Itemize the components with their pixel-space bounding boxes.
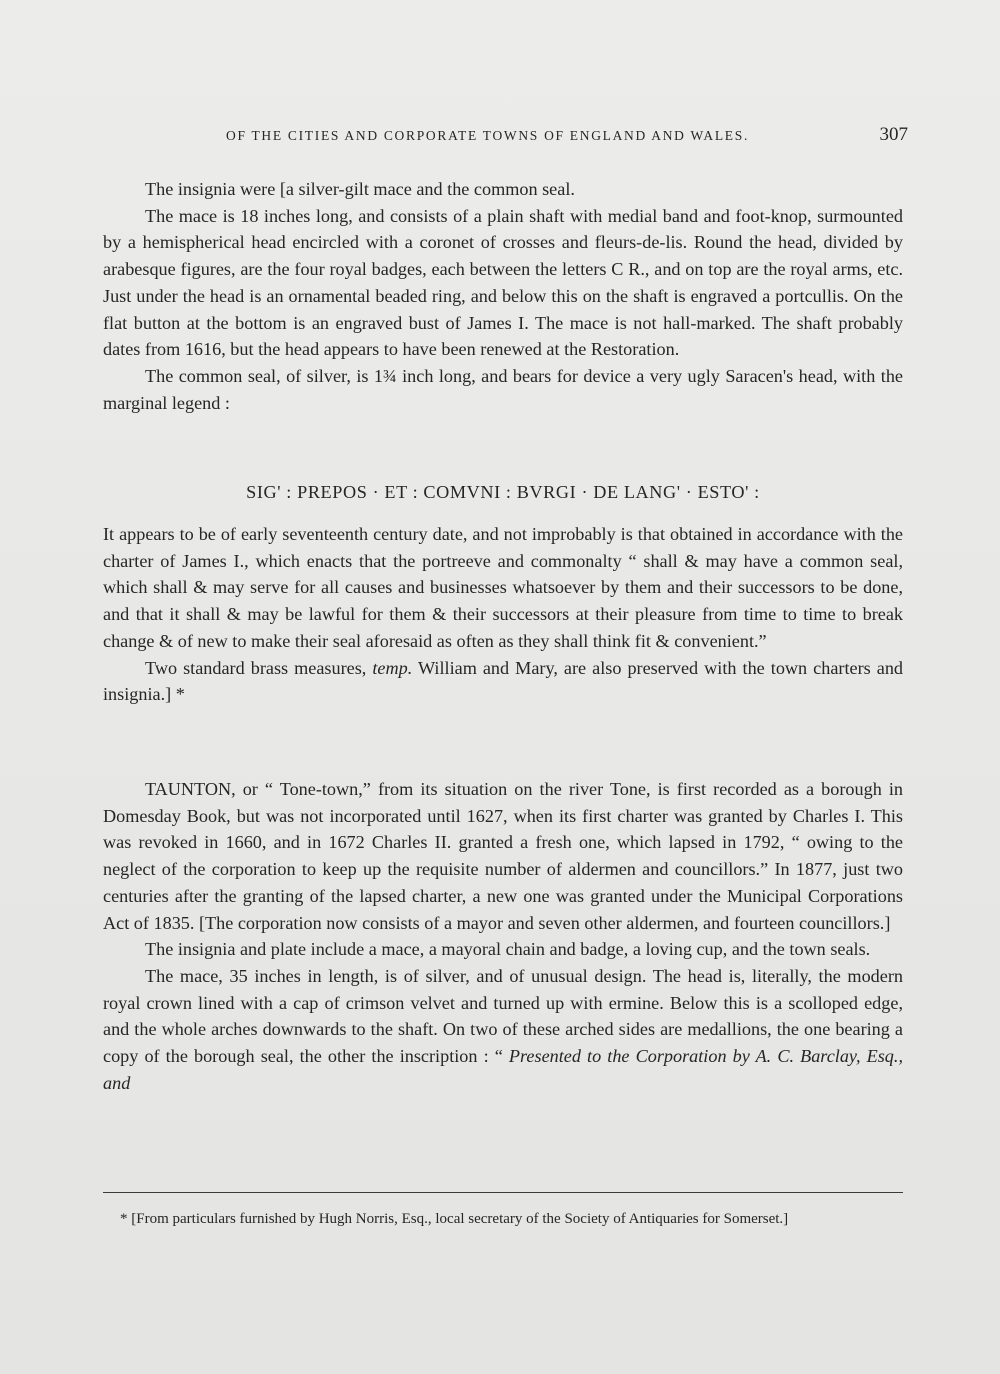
body-section-seal xyxy=(103,521,903,708)
body-section-taunton xyxy=(103,776,903,1096)
body-section-insignia xyxy=(103,176,903,416)
paragraph-text: The mace, 35 inches in length, is of silver, and of unusual design. The head is, literally, the modern royal crown lined with a cap of crimson velvet and turned up with ermine. Below this is a scolloped edge, and the whole arches downwards to the shaft. On two of these arched sides are medallions, the one bearing a copy of the borough seal, the other the inscription : “ xyxy=(103,965,903,1067)
paragraph: It appears to be of early seventeenth century date, and not improbably is that obtained in accordance with the charter of James I., which enacts that the portreeve and commonalty “ shall & may have a common seal, which shall & may serve for all causes and businesses whatsoever by them and their successors to be done, and that it shall & may be lawful for them & their successors at their pleasure from time to time to break change & of new to make their seal aforesaid as often as they shall think fit & convenient.” xyxy=(103,524,903,651)
paragraph: The insignia were [a silver-gilt mace and the common seal. xyxy=(145,179,575,199)
paragraph-text: Two standard brass measures, xyxy=(145,657,373,678)
running-head xyxy=(120,124,910,148)
italic-text: temp. xyxy=(372,657,413,678)
paragraph xyxy=(103,655,903,708)
paragraph: The insignia and plate include a mace, a mayoral chain and badge, a loving cup, and the town seals. xyxy=(145,939,871,960)
paragraph: The common seal, of silver, is 1¾ inch long, and bears for device a very ugly Saracen's head, with the marginal legend : xyxy=(103,365,903,413)
footnote xyxy=(100,1209,903,1230)
paragraph: TAUNTON, or “ Tone-town,” from its situation on the river Tone, is first recorded as a borough in Domesday Book, but was not incorporated until 1627, when its first charter was granted by Charles I. This was revoked in 1660, and in 1672 Charles II. granted a fresh one, which lapsed in 1792, “ owing to the neglect of the corporation to keep up the requisite number of aldermen and councillors.” In 1877, just two centuries after the granting of the lapsed charter, a new one was granted under the Municipal Corporations Act of 1835. [The corporation now consists of a mayor and seven other aldermen, and fourteen councillors.] xyxy=(103,779,903,933)
page-number: 307 xyxy=(879,124,908,145)
italic-text: Presented to the Corporation by A. C. Barclay, Esq., and xyxy=(103,1046,903,1093)
footnote-divider xyxy=(103,1192,903,1193)
paragraph: The mace is 18 inches long, and consists of a plain shaft with medial band and foot-knop, surmounted by a hemispherical head encircled with a coronet of crosses and fleurs-de-lis. Round the head, divided by arabesque figures, are the four royal badges, each between the letters C R., and on top are the royal arms, etc. Just under the head is an ornamental beaded ring, and below this on the shaft is engraved a portcullis. On the flat button at the bottom is an engraved bust of James I. The mace is not hall-marked. The shaft probably dates from 1616, but the head appears to have been renewed at the Restoration. xyxy=(103,205,903,360)
footnote-text: * [From particulars furnished by Hugh Norris, Esq., local secretary of the Society of Antiquaries for Somerset.] xyxy=(120,1211,789,1227)
paragraph xyxy=(103,963,903,1097)
running-title: OF THE CITIES AND CORPORATE TOWNS OF ENGLAND AND WALES. xyxy=(226,128,750,143)
seal-legend: SIG' : PREPOS · ET : COMVNI : BVRGI · DE LANG' · ESTO' : xyxy=(246,482,760,502)
paragraph-text: William and Mary, are also preserved with the town charters and insignia.] * xyxy=(103,657,904,705)
